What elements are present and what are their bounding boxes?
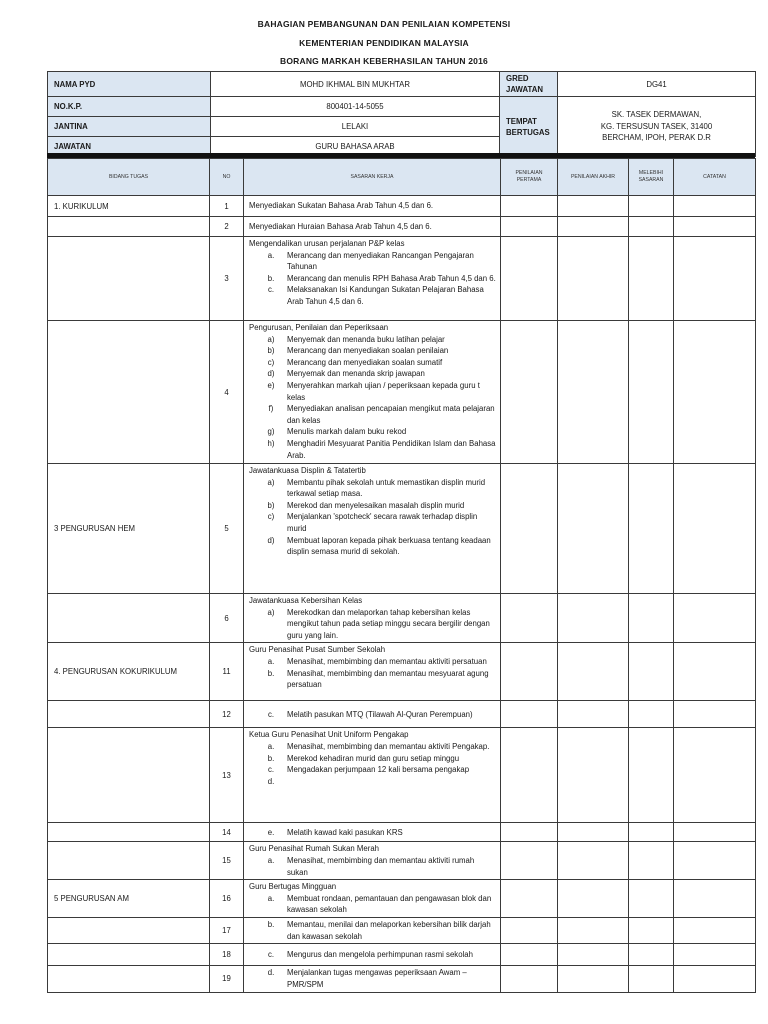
- penilaian-akhir-cell[interactable]: [558, 918, 629, 944]
- item-text: Merekodkan dan melaporkan tahap kebersihan kelas mengikut tahun pada setiap minggu secara bergilir dengan guru yang lain.: [287, 607, 490, 640]
- penilaian-pertama-cell[interactable]: [501, 643, 558, 701]
- bidang-tugas-cell: [48, 321, 210, 464]
- melebihi-sasaran-cell[interactable]: [629, 880, 674, 918]
- item-text: Membuat rondaan, pemantauan dan pengawasan blok dan kawasan sekolah: [287, 893, 492, 915]
- item-marker: b.: [267, 668, 275, 678]
- sasaran-kerja-cell: [244, 464, 501, 594]
- table-row: [48, 842, 756, 880]
- table-row: [48, 701, 756, 728]
- penilaian-akhir-cell[interactable]: [558, 196, 629, 217]
- table-row: [48, 464, 756, 594]
- item-marker: a.: [267, 855, 275, 865]
- item-marker: g): [267, 427, 275, 437]
- catatan-cell[interactable]: [674, 842, 756, 880]
- melebihi-sasaran-cell[interactable]: [629, 842, 674, 880]
- header-line-3: BORANG MARKAH KEBERHASILAN TAHUN 2016: [280, 56, 488, 66]
- penilaian-akhir-cell[interactable]: [558, 728, 629, 823]
- penilaian-pertama-cell[interactable]: [501, 842, 558, 880]
- sasaran-item: [249, 709, 496, 721]
- sasaran-item: [249, 426, 496, 438]
- no-cell: 13: [210, 728, 244, 823]
- item-marker: c): [267, 512, 275, 522]
- item-marker: a.: [267, 741, 275, 751]
- table-row: [48, 823, 756, 842]
- sasaran-title: Ketua Guru Penasihat Unit Uniform Pengakap: [249, 730, 409, 740]
- sasaran-item: [249, 753, 496, 765]
- melebihi-sasaran-cell[interactable]: [629, 217, 674, 237]
- no-cell: 18: [210, 944, 244, 966]
- catatan-cell[interactable]: [674, 918, 756, 944]
- sasaran-item: [249, 511, 496, 534]
- item-marker: d): [267, 369, 275, 379]
- item-text: Mengurus dan mengelola perhimpunan rasmi sekolah: [287, 950, 473, 960]
- sasaran-item: [249, 827, 496, 839]
- sasaran-item: [249, 250, 496, 273]
- item-marker: b): [267, 500, 275, 510]
- item-text: Menyerahkan markah ujian / peperiksaan kepada guru t kelas: [287, 380, 480, 402]
- item-text: Merancang dan menyediakan soalan penilaian: [287, 346, 449, 356]
- table-row: [48, 217, 756, 237]
- item-marker: d.: [267, 776, 275, 786]
- penilaian-pertama-cell[interactable]: [501, 237, 558, 321]
- no-cell: 17: [210, 918, 244, 944]
- item-text: Merancang dan menyediakan soalan sumatif: [287, 357, 443, 367]
- sasaran-item: [249, 668, 496, 691]
- table-row: [48, 880, 756, 918]
- no-cell: 19: [210, 966, 244, 992]
- col-no: NO: [210, 159, 244, 196]
- sasaran-item: [249, 357, 496, 369]
- tempat-line-1: SK. TASEK DERMAWAN,: [611, 110, 702, 120]
- item-marker: a.: [267, 250, 275, 260]
- no-cell: 5: [210, 464, 244, 594]
- bidang-tugas-cell: [48, 944, 210, 966]
- gred-label-line-1: GRED: [506, 74, 529, 83]
- item-text: Memantau, menilai dan melaporkan kebersihan bilik darjah dan kawasan sekolah: [287, 920, 491, 941]
- table-row: [48, 944, 756, 966]
- sasaran-item: [249, 855, 496, 878]
- melebihi-sasaran-cell[interactable]: [629, 237, 674, 321]
- penilaian-pertama-cell[interactable]: [501, 196, 558, 217]
- table-row: [48, 918, 756, 944]
- penilaian-pertama-cell[interactable]: [501, 594, 558, 643]
- sasaran-kerja-cell: [244, 643, 501, 701]
- item-marker: a): [267, 607, 275, 617]
- col-sasaran: SASARAN KERJA: [244, 159, 501, 196]
- sasaran-kerja-cell: [244, 880, 501, 918]
- item-text: Membantu pihak sekolah untuk memastikan displin murid terkawal setiap masa.: [287, 477, 486, 499]
- item-text: Menasihat, membimbing dan memantau aktiviti rumah sukan: [287, 855, 475, 877]
- col-penilaian-line-2: PERTAMA: [516, 177, 542, 183]
- sasaran-item: [249, 949, 496, 961]
- melebihi-sasaran-cell[interactable]: [629, 196, 674, 217]
- penilaian-akhir-cell[interactable]: [558, 643, 629, 701]
- header-line-2: KEMENTERIAN PENDIDIKAN MALAYSIA: [299, 38, 469, 48]
- sasaran-kerja-cell: [244, 237, 501, 321]
- sasaran-item: [249, 919, 496, 942]
- item-text: Merancang dan menulis RPH Bahasa Arab Tahun 4,5 dan 6.: [287, 273, 496, 283]
- penilaian-pertama-cell[interactable]: [501, 823, 558, 842]
- nama-value: MOHD IKHMAL BIN MUKHTAR: [211, 72, 500, 97]
- gred-label-line-2: JAWATAN: [506, 85, 543, 94]
- sasaran-item: [249, 334, 496, 346]
- sasaran-item: [249, 500, 496, 512]
- item-text: Membuat laporan kepada pihak berkuasa tentang keadaan displin semasa murid di sekolah.: [287, 535, 491, 557]
- penilaian-akhir-cell[interactable]: [558, 464, 629, 594]
- sasaran-item: [249, 607, 496, 642]
- item-marker: c.: [267, 765, 275, 775]
- item-marker: d.: [267, 968, 275, 978]
- jawatan-label: JAWATAN: [48, 137, 211, 157]
- sasaran-kerja-cell: [244, 966, 501, 992]
- penilaian-akhir-cell[interactable]: [558, 321, 629, 464]
- tempat-line-3: BERCHAM, IPOH, PERAK D.R: [602, 133, 711, 143]
- sasaran-item: [249, 403, 496, 426]
- item-text: Menasihat, membimbing dan memantau aktiviti Pengakap.: [287, 741, 490, 751]
- melebihi-sasaran-cell[interactable]: [629, 966, 674, 992]
- penilaian-akhir-cell[interactable]: [558, 880, 629, 918]
- catatan-cell[interactable]: [674, 823, 756, 842]
- penilaian-pertama-cell[interactable]: [501, 944, 558, 966]
- item-marker: e): [267, 380, 275, 390]
- bidang-tugas-cell: 5 PENGURUSAN AM: [48, 880, 210, 918]
- catatan-cell[interactable]: [674, 944, 756, 966]
- penilaian-akhir-cell[interactable]: [558, 966, 629, 992]
- bidang-tugas-cell: [48, 842, 210, 880]
- item-marker: c.: [267, 950, 275, 960]
- sasaran-item: [249, 656, 496, 668]
- penilaian-akhir-cell[interactable]: [558, 842, 629, 880]
- bidang-tugas-cell: 3 PENGURUSAN HEM: [48, 464, 210, 594]
- no-cell: 2: [210, 217, 244, 237]
- penilaian-pertama-cell[interactable]: [501, 464, 558, 594]
- bidang-tugas-cell: [48, 918, 210, 944]
- sasaran-title: Mengendalikan urusan perjalanan P&P kelas: [249, 239, 405, 248]
- sasaran-kerja-cell: [244, 944, 501, 966]
- item-text: [281, 776, 496, 788]
- no-cell: 16: [210, 880, 244, 918]
- item-marker: c.: [267, 285, 275, 295]
- melebihi-sasaran-cell[interactable]: [629, 728, 674, 823]
- item-text: Menjalankan tugas mengawas peperiksaan Awam – PMR/SPM: [287, 968, 467, 989]
- sasaran-item: [249, 284, 496, 307]
- sasaran-title: Guru Bertugas Mingguan: [249, 882, 337, 892]
- gred-value: DG41: [558, 72, 756, 97]
- item-marker: c.: [267, 709, 275, 719]
- sasaran-item: [249, 273, 496, 285]
- item-text: Menasihat, membimbing dan memantau mesyuarat agung persatuan: [287, 668, 489, 690]
- item-marker: a.: [267, 893, 275, 903]
- penilaian-pertama-cell[interactable]: [501, 728, 558, 823]
- sasaran-kerja-cell: [244, 594, 501, 643]
- melebihi-sasaran-cell[interactable]: [629, 321, 674, 464]
- target-table-body: [48, 196, 756, 993]
- no-cell: 15: [210, 842, 244, 880]
- item-marker: b.: [267, 273, 275, 283]
- sasaran-kerja-cell: [244, 842, 501, 880]
- item-text: Menulis markah dalam buku rekod: [287, 427, 407, 437]
- bidang-tugas-cell: [48, 237, 210, 321]
- nokp-label: NO.K.P.: [48, 97, 211, 117]
- melebihi-sasaran-cell[interactable]: [629, 594, 674, 643]
- sasaran-title: Guru Penasihat Pusat Sumber Sekolah: [249, 645, 386, 655]
- info-table: [47, 71, 756, 157]
- catatan-cell[interactable]: [674, 594, 756, 643]
- sasaran-kerja-cell: [244, 823, 501, 842]
- item-marker: a): [267, 477, 275, 487]
- bidang-tugas-cell: [48, 966, 210, 992]
- sasaran-kerja-cell: Menyediakan Huraian Bahasa Arab Tahun 4,5 dan 6.: [244, 217, 501, 237]
- penilaian-pertama-cell[interactable]: [501, 880, 558, 918]
- tempat-label-line-2: BERTUGAS: [506, 127, 550, 137]
- sasaran-item: [249, 893, 496, 916]
- item-text: Menasihat, membimbing dan memantau aktiviti persatuan: [287, 656, 487, 666]
- item-text: Merekod dan menyelesaikan masalah displin murid: [287, 500, 465, 510]
- sasaran-title: Guru Penasihat Rumah Sukan Merah: [249, 844, 380, 854]
- sasaran-item: [249, 345, 496, 357]
- sasaran-item: [249, 967, 496, 990]
- item-marker: b): [267, 346, 275, 356]
- catatan-cell[interactable]: [674, 880, 756, 918]
- tempat-label: [500, 97, 558, 157]
- table-row: [48, 728, 756, 823]
- col-catatan: CATATAN: [674, 159, 756, 196]
- catatan-cell[interactable]: [674, 701, 756, 728]
- no-cell: 1: [210, 196, 244, 217]
- tempat-value: [558, 97, 756, 157]
- item-text: Melatih kawad kaki pasukan KRS: [287, 827, 403, 837]
- melebihi-sasaran-cell[interactable]: [629, 944, 674, 966]
- item-marker: h): [267, 438, 275, 448]
- penilaian-pertama-cell[interactable]: [501, 966, 558, 992]
- col-penilaian-line-1: PENILAIAN: [515, 170, 543, 176]
- table-row: [48, 321, 756, 464]
- catatan-cell[interactable]: [674, 237, 756, 321]
- no-cell: 14: [210, 823, 244, 842]
- melebihi-sasaran-cell[interactable]: [629, 823, 674, 842]
- jawatan-value: GURU BAHASA ARAB: [211, 137, 500, 157]
- sasaran-title: Jawatankuasa Displin & Tatatertib: [249, 466, 366, 475]
- table-row: [48, 594, 756, 643]
- catatan-cell[interactable]: [674, 196, 756, 217]
- penilaian-pertama-cell[interactable]: [501, 701, 558, 728]
- item-text: Menyediakan analisan pencapaian mengikut mata pelajaran dan kelas: [287, 404, 495, 425]
- col-bidang: BIDANG TUGAS: [48, 159, 210, 196]
- bidang-tugas-cell: [48, 823, 210, 842]
- item-text: Mengadakan perjumpaan 12 kali bersama pengakap: [287, 765, 470, 775]
- gred-label: [500, 72, 558, 97]
- sasaran-item: [249, 776, 496, 788]
- no-cell: 3: [210, 237, 244, 321]
- table-row: [48, 643, 756, 701]
- penilaian-pertama-cell[interactable]: [501, 321, 558, 464]
- bidang-tugas-cell: [48, 701, 210, 728]
- tempat-line-2: KG. TERSUSUN TASEK, 31400: [600, 121, 713, 131]
- tempat-label-line-1: TEMPAT: [506, 116, 537, 126]
- penilaian-akhir-cell[interactable]: [558, 701, 629, 728]
- bidang-tugas-cell: 1. KURIKULUM: [48, 196, 210, 217]
- bidang-tugas-cell: [48, 217, 210, 237]
- item-marker: d): [267, 535, 275, 545]
- item-marker: a): [267, 334, 275, 344]
- table-header-row: [48, 159, 756, 196]
- sasaran-title: Jawatankuasa Kebersihan Kelas: [249, 596, 363, 605]
- catatan-cell[interactable]: [674, 464, 756, 594]
- melebihi-sasaran-cell[interactable]: [629, 643, 674, 701]
- bidang-tugas-cell: 4. PENGURUSAN KOKURIKULUM: [48, 643, 210, 701]
- penilaian-akhir-cell[interactable]: [558, 944, 629, 966]
- jantina-label: JANTINA: [48, 117, 211, 137]
- col-penilaian-pertama: [501, 159, 558, 196]
- nama-label: NAMA PYD: [48, 72, 211, 97]
- melebihi-sasaran-cell[interactable]: [629, 464, 674, 594]
- target-table: [47, 158, 756, 993]
- item-text: Menyemak dan menanda buku latihan pelajar: [287, 334, 445, 344]
- sasaran-item: [249, 438, 496, 461]
- penilaian-akhir-cell[interactable]: [558, 217, 629, 237]
- sasaran-kerja-cell: Menyediakan Sukatan Bahasa Arab Tahun 4,5 dan 6.: [244, 196, 501, 217]
- sasaran-item: [249, 764, 496, 776]
- sasaran-item: [249, 368, 496, 380]
- catatan-cell[interactable]: [674, 966, 756, 992]
- catatan-cell[interactable]: [674, 643, 756, 701]
- sasaran-item: [249, 380, 496, 403]
- no-cell: 6: [210, 594, 244, 643]
- item-text: Melaksanakan Isi Kandungan Sukatan Pelajaran Bahasa Arab Tahun 4,5 dan 6.: [287, 285, 484, 306]
- item-marker: b.: [267, 753, 275, 763]
- sasaran-kerja-cell: [244, 701, 501, 728]
- item-marker: b.: [267, 920, 275, 930]
- item-text: Melatih pasukan MTQ (Tilawah Al-Quran Perempuan): [287, 709, 473, 719]
- col-penilaian-akhir: PENILAIAN AKHIR: [558, 159, 629, 196]
- sasaran-item: [249, 741, 496, 753]
- penilaian-pertama-cell[interactable]: [501, 217, 558, 237]
- item-text: Menyemak dan menanda skrip jawapan: [287, 369, 425, 379]
- item-marker: e.: [267, 827, 275, 837]
- no-cell: 4: [210, 321, 244, 464]
- jantina-value: LELAKI: [211, 117, 500, 137]
- item-marker: f): [268, 404, 274, 414]
- bidang-tugas-cell: [48, 594, 210, 643]
- table-row: [48, 966, 756, 992]
- penilaian-pertama-cell[interactable]: [501, 918, 558, 944]
- item-text: Menghadiri Mesyuarat Panitia Pendidikan Islam dan Bahasa Arab.: [287, 438, 496, 460]
- header-line-1: BAHAGIAN PEMBANGUNAN DAN PENILAIAN KOMPETENSI: [257, 19, 511, 29]
- no-cell: 12: [210, 701, 244, 728]
- item-text: Merancang dan menyediakan Rancangan Pengajaran Tahunan: [287, 250, 474, 272]
- sasaran-item: [249, 535, 496, 558]
- item-text: Merekod kehadiran murid dan guru setiap minggu: [287, 753, 460, 763]
- sasaran-kerja-cell: [244, 321, 501, 464]
- nokp-value: 800401-14-5055: [211, 97, 500, 117]
- catatan-cell[interactable]: [674, 728, 756, 823]
- no-cell: 11: [210, 643, 244, 701]
- col-melebihi-line-1: MELEBIHI: [638, 170, 664, 176]
- item-marker: c): [267, 357, 275, 367]
- melebihi-sasaran-cell[interactable]: [629, 918, 674, 944]
- table-row: [48, 237, 756, 321]
- catatan-cell[interactable]: [674, 217, 756, 237]
- sasaran-kerja-cell: [244, 728, 501, 823]
- item-text: Menjalankan 'spotcheck' secara rawak terhadap displin murid: [287, 512, 478, 533]
- table-row: [48, 196, 756, 217]
- col-melebihi-line-2: SASARAN: [638, 177, 664, 183]
- sasaran-item: [249, 477, 496, 500]
- sasaran-kerja-cell: [244, 918, 501, 944]
- penilaian-akhir-cell[interactable]: [558, 237, 629, 321]
- penilaian-akhir-cell[interactable]: [558, 823, 629, 842]
- catatan-cell[interactable]: [674, 321, 756, 464]
- item-marker: a.: [267, 656, 275, 666]
- melebihi-sasaran-cell[interactable]: [629, 701, 674, 728]
- bidang-tugas-cell: [48, 728, 210, 823]
- sasaran-title: Pengurusan, Penilaian dan Peperiksaan: [249, 323, 389, 332]
- col-melebihi: [629, 159, 674, 196]
- penilaian-akhir-cell[interactable]: [558, 594, 629, 643]
